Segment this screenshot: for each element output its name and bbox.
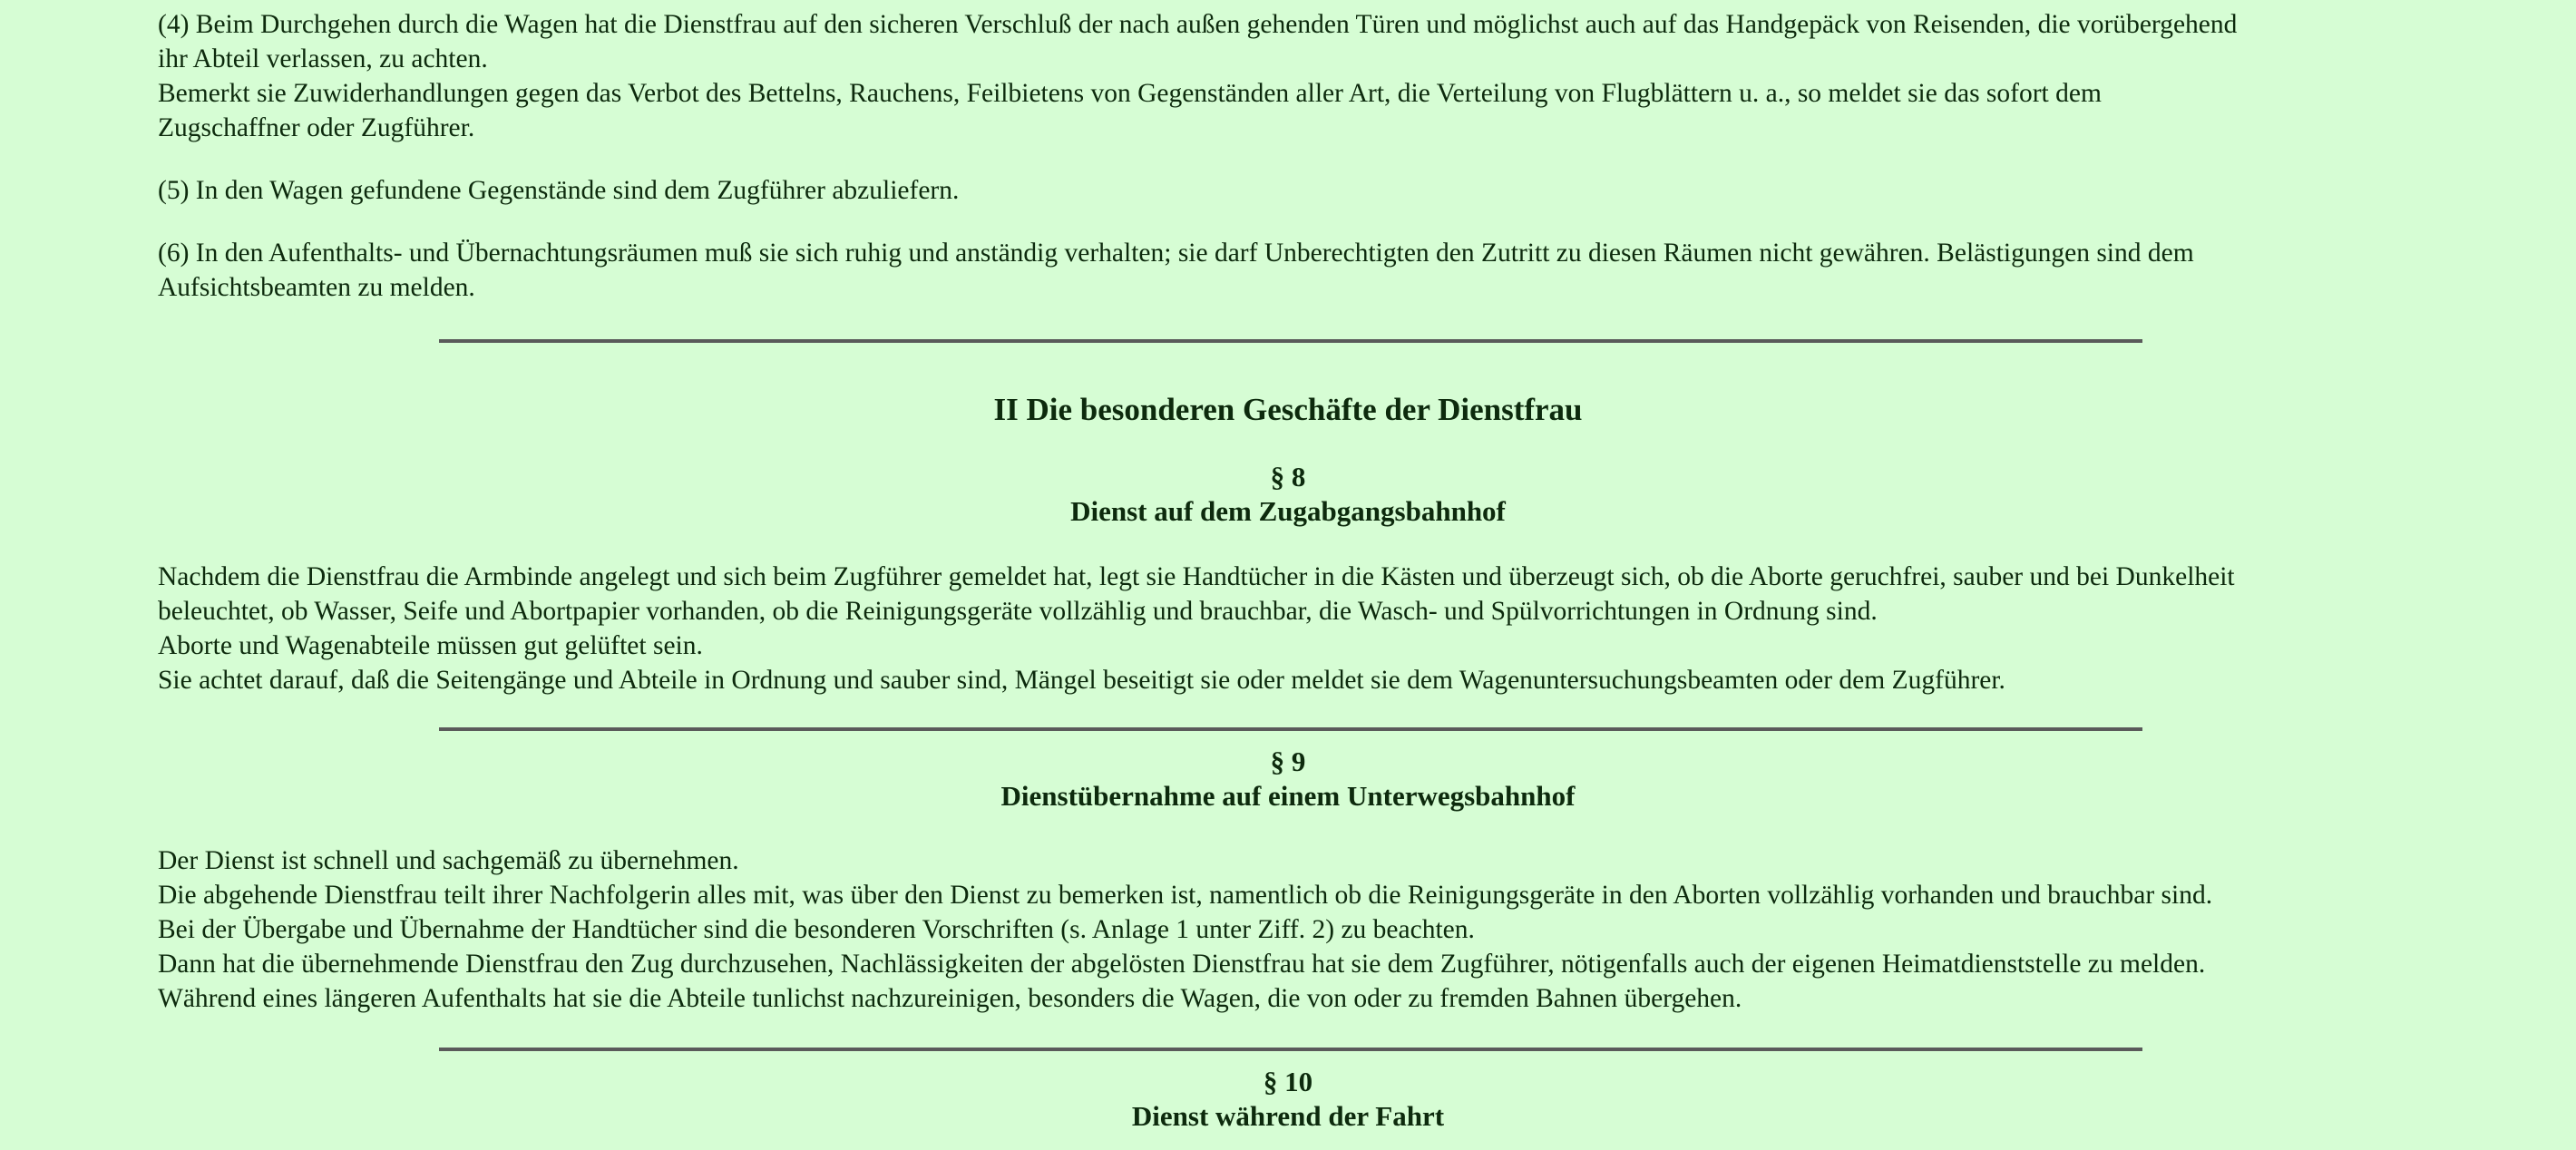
section-10-title: Dienst während der Fahrt: [1131, 1100, 1445, 1132]
section-9-line-5: Während eines längeren Aufenthalts hat sie die Abteile tunlichst nachzureinigen, besonders die Wagen, die von oder zu fremden Bahnen übergehen.: [158, 984, 1742, 1013]
section-8-heading: [0, 460, 2576, 529]
paragraph-5-line-1: (5) In den Wagen gefundene Gegenstände sind dem Zugführer abzuliefern.: [158, 176, 960, 205]
paragraph-4-line-2: ihr Abteil verlassen, zu achten.: [158, 44, 488, 73]
section-8-line-4: Sie achtet darauf, daß die Seitengänge und Abteile in Ordnung und sauber sind, Mängel beseitigt sie oder meldet sie dem Wagenuntersuchungsbeamten oder dem Zugführer.: [158, 666, 2005, 695]
section-7-continuation: [158, 7, 2444, 305]
paragraph-4: [158, 7, 2444, 145]
section-9-number: § 9: [1270, 746, 1306, 777]
section-8-line-3: Aborte und Wagenabteile müssen gut gelüftet sein.: [158, 631, 703, 660]
paragraph-6-line-1: (6) In den Aufenthalts- und Übernachtungsräumen muß sie sich ruhig und anständig verhalten; sie darf Unberechtigten den Zutritt zu diesen Räumen nicht gewähren. Belästigungen sind dem: [158, 239, 2194, 268]
section-9-line-1: Der Dienst ist schnell und sachgemäß zu übernehmen.: [158, 846, 739, 875]
section-9-line-3: Bei der Übergabe und Übernahme der Handtücher sind die besonderen Vorschriften (s. Anlage 1 unter Ziff. 2) zu beachten.: [158, 915, 1475, 944]
chapter-title: II Die besonderen Geschäfte der Dienstfrau: [993, 392, 1583, 427]
paragraph-4-line-1: (4) Beim Durchgehen durch die Wagen hat die Dienstfrau auf den sicheren Verschluß der nach außen gehenden Türen und möglichst auch auf das Handgepäck von Reisenden, die vorübergehend: [158, 10, 2238, 39]
section-8-line-1: Nachdem die Dienstfrau die Armbinde angelegt und sich beim Zugführer gemeldet hat, legt sie Handtücher in die Kästen und überzeugt sich, ob die Aborte geruchfrei, sauber und bei Dunkelheit: [158, 562, 2235, 591]
section-10-heading: [0, 1065, 2576, 1134]
section-8-line-2: beleuchtet, ob Wasser, Seife und Abortpapier vorhanden, ob die Reinigungsgeräte vollzählig und brauchbar, die Wasch- und Spülvorrichtungen in Ordnung sind.: [158, 597, 1878, 626]
section-10-number: § 10: [1263, 1066, 1313, 1097]
paragraph-4-line-4: Zugschaffner oder Zugführer.: [158, 113, 475, 142]
section-8-number: § 8: [1270, 461, 1306, 492]
paragraph-4-line-3: Bemerkt sie Zuwiderhandlungen gegen das Verbot des Bettelns, Rauchens, Feilbietens von Gegenständen aller Art, die Verteilung von Flugblättern u. a., so meldet sie das sofort dem: [158, 79, 2102, 108]
section-9-line-2: Die abgehende Dienstfrau teilt ihrer Nachfolgerin alles mit, was über den Dienst zu bemerken ist, namentlich ob die Reinigungsgeräte in den Aborten vollzählig vorhanden und brauchbar sind.: [158, 881, 2213, 910]
section-9-body: [158, 843, 2534, 1016]
section-8-body: [158, 560, 2534, 697]
paragraph-5: [158, 173, 2444, 208]
section-9-heading: [0, 745, 2576, 814]
section-9-line-4: Dann hat die übernehmende Dienstfrau den Zug durchzusehen, Nachlässigkeiten der abgelösten Dienstfrau hat sie dem Zugführer, nötigenfalls auch der eigenen Heimatdienststelle zu melden.: [158, 950, 2206, 979]
section-9-title: Dienstübernahme auf einem Unterwegsbahnhof: [1000, 780, 1576, 812]
divider-3: [439, 1048, 2142, 1051]
paragraph-6-line-2: Aufsichtsbeamten zu melden.: [158, 273, 475, 302]
section-8-title: Dienst auf dem Zugabgangsbahnhof: [1070, 495, 1506, 527]
divider-2: [439, 727, 2142, 731]
paragraph-6: [158, 236, 2444, 305]
divider-1: [439, 339, 2142, 343]
